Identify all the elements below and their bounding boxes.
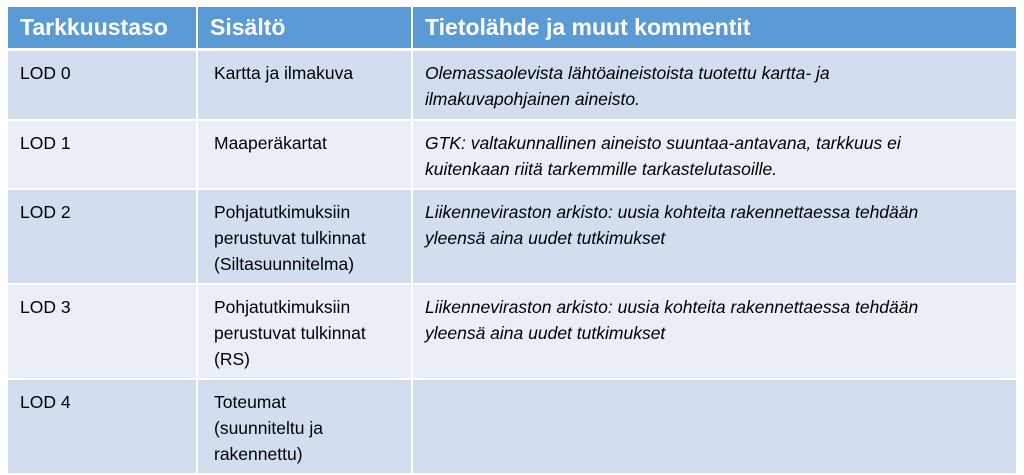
level-cell: LOD 2 [8, 189, 197, 284]
comment-line: Liikenneviraston arkisto: uusia kohteita rakennettaessa tehdään [425, 297, 919, 317]
table-row [8, 379, 1016, 474]
header-level: Tarkkuustaso [8, 7, 197, 49]
table-row [8, 120, 1016, 189]
table-row [8, 284, 1016, 379]
comment-cell [412, 120, 1016, 189]
content-line: perustuvat tulkinnat [214, 323, 366, 343]
comment-cell [412, 284, 1016, 379]
content-cell [197, 284, 412, 379]
header-comment: Tietolähde ja muut kommentit [412, 7, 1016, 49]
comment-line: yleensä aina uudet tutkimukset [425, 228, 666, 248]
content-line: perustuvat tulkinnat [214, 228, 366, 248]
table-row [8, 189, 1016, 284]
content-cell [197, 189, 412, 284]
content-cell [197, 49, 412, 120]
level-cell: LOD 4 [8, 379, 197, 474]
content-line: (suunniteltu ja [214, 418, 323, 438]
level-cell: LOD 1 [8, 120, 197, 189]
level-cell: LOD 0 [8, 49, 197, 120]
comment-line: yleensä aina uudet tutkimukset [425, 323, 666, 343]
level-cell: LOD 3 [8, 284, 197, 379]
lod-table-container [8, 7, 1016, 475]
comment-cell [412, 49, 1016, 120]
comment-line: kuitenkaan riitä tarkemmille tarkastelutasoille. [425, 159, 778, 179]
comment-cell [412, 189, 1016, 284]
comment-cell [412, 379, 1016, 474]
content-line: (RS) [214, 349, 250, 369]
content-line: (Siltasuunnitelma) [214, 254, 355, 274]
lod-table [8, 7, 1016, 475]
content-cell [197, 120, 412, 189]
content-line: Maaperäkartat [214, 133, 327, 153]
content-line: Pohjatutkimuksiin [214, 297, 351, 317]
comment-line: Liikenneviraston arkisto: uusia kohteita rakennettaessa tehdään [425, 202, 919, 222]
content-line: rakennettu) [214, 444, 303, 464]
comment-line: ilmakuvapohjainen aineisto. [425, 88, 640, 109]
table-header-row [8, 7, 1016, 49]
content-line: Pohjatutkimuksiin [214, 202, 351, 222]
content-line: Kartta ja ilmakuva [214, 62, 354, 83]
header-content: Sisältö [197, 7, 412, 49]
table-row [8, 49, 1016, 120]
content-cell [197, 379, 412, 474]
content-line: Toteumat [214, 392, 286, 412]
comment-line: GTK: valtakunnallinen aineisto suuntaa-antavana, tarkkuus ei [425, 133, 901, 153]
comment-line: Olemassaolevista lähtöaineistoista tuotettu kartta- ja [425, 62, 830, 83]
